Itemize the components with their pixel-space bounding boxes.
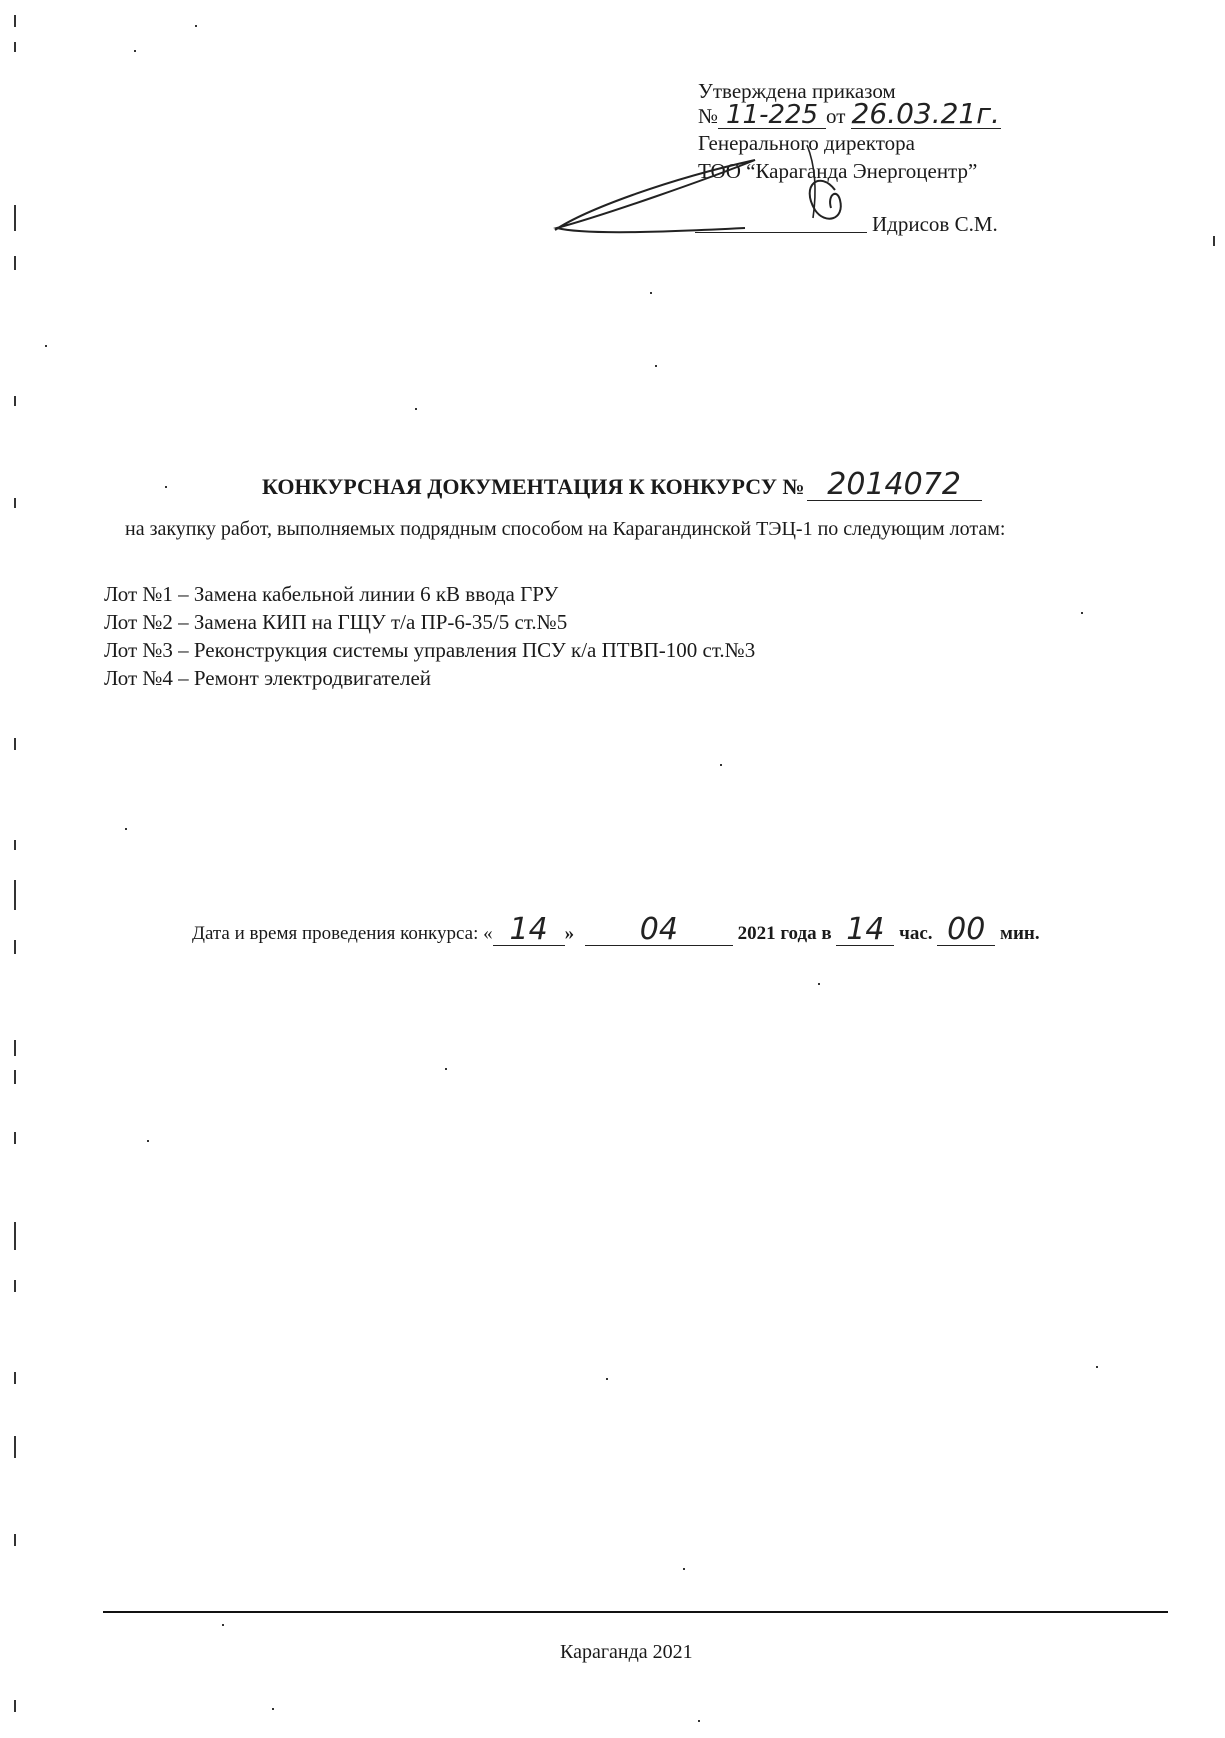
- approval-director-line: Генерального директора: [698, 131, 915, 155]
- footer-place-year: Караганда 2021: [560, 1641, 693, 1663]
- date-prefix-label: Дата и время проведения конкурса: «: [192, 923, 493, 944]
- contest-date-line: [192, 912, 1040, 947]
- contest-month: 04: [585, 915, 733, 946]
- signer-name: Идрисов С.М.: [872, 212, 998, 236]
- document-title: [262, 467, 982, 502]
- lot-item-1: Лот №1 – Замена кабельной линии 6 кВ ввода ГРУ: [104, 582, 559, 606]
- lot-item-3: Лот №3 – Реконструкция системы управления ПСУ к/а ПТВП-100 ст.№3: [104, 638, 756, 662]
- approval-company-line: ТОО “Караганда Энергоцентр”: [698, 159, 978, 183]
- signature: [545, 140, 875, 240]
- lot-item-4: Лот №4 – Ремонт электродвигателей: [104, 666, 432, 690]
- order-date: 26.03.21г.: [851, 97, 1000, 130]
- order-number: 11-225: [718, 102, 826, 129]
- contest-minute: 00: [937, 915, 995, 946]
- contest-number: 2014072: [807, 470, 982, 501]
- contest-hour: 14: [836, 915, 894, 946]
- year-label: 2021 года в: [737, 923, 832, 944]
- date-prefix: от: [826, 104, 846, 128]
- document-title-text: КОНКУРСНАЯ ДОКУМЕНТАЦИЯ К КОНКУРСУ №: [262, 474, 805, 499]
- hour-label: час.: [899, 923, 933, 944]
- document-subtitle: на закупку работ, выполняемых подрядным способом на Карагандинской ТЭЦ-1 по следующим лотам:: [125, 518, 1006, 540]
- number-sign: №: [698, 104, 719, 128]
- lot-item-2: Лот №2 – Замена КИП на ГЩУ т/а ПР-6-35/5 ст.№5: [104, 610, 568, 634]
- contest-day: 14: [493, 915, 565, 946]
- footer-divider: [103, 1611, 1168, 1613]
- minute-label: мин.: [1000, 923, 1040, 944]
- signature-line: [695, 232, 867, 233]
- date-quote-close: »: [564, 923, 575, 944]
- approval-title: Утверждена приказом: [698, 79, 896, 103]
- order-number-line: [698, 97, 1001, 130]
